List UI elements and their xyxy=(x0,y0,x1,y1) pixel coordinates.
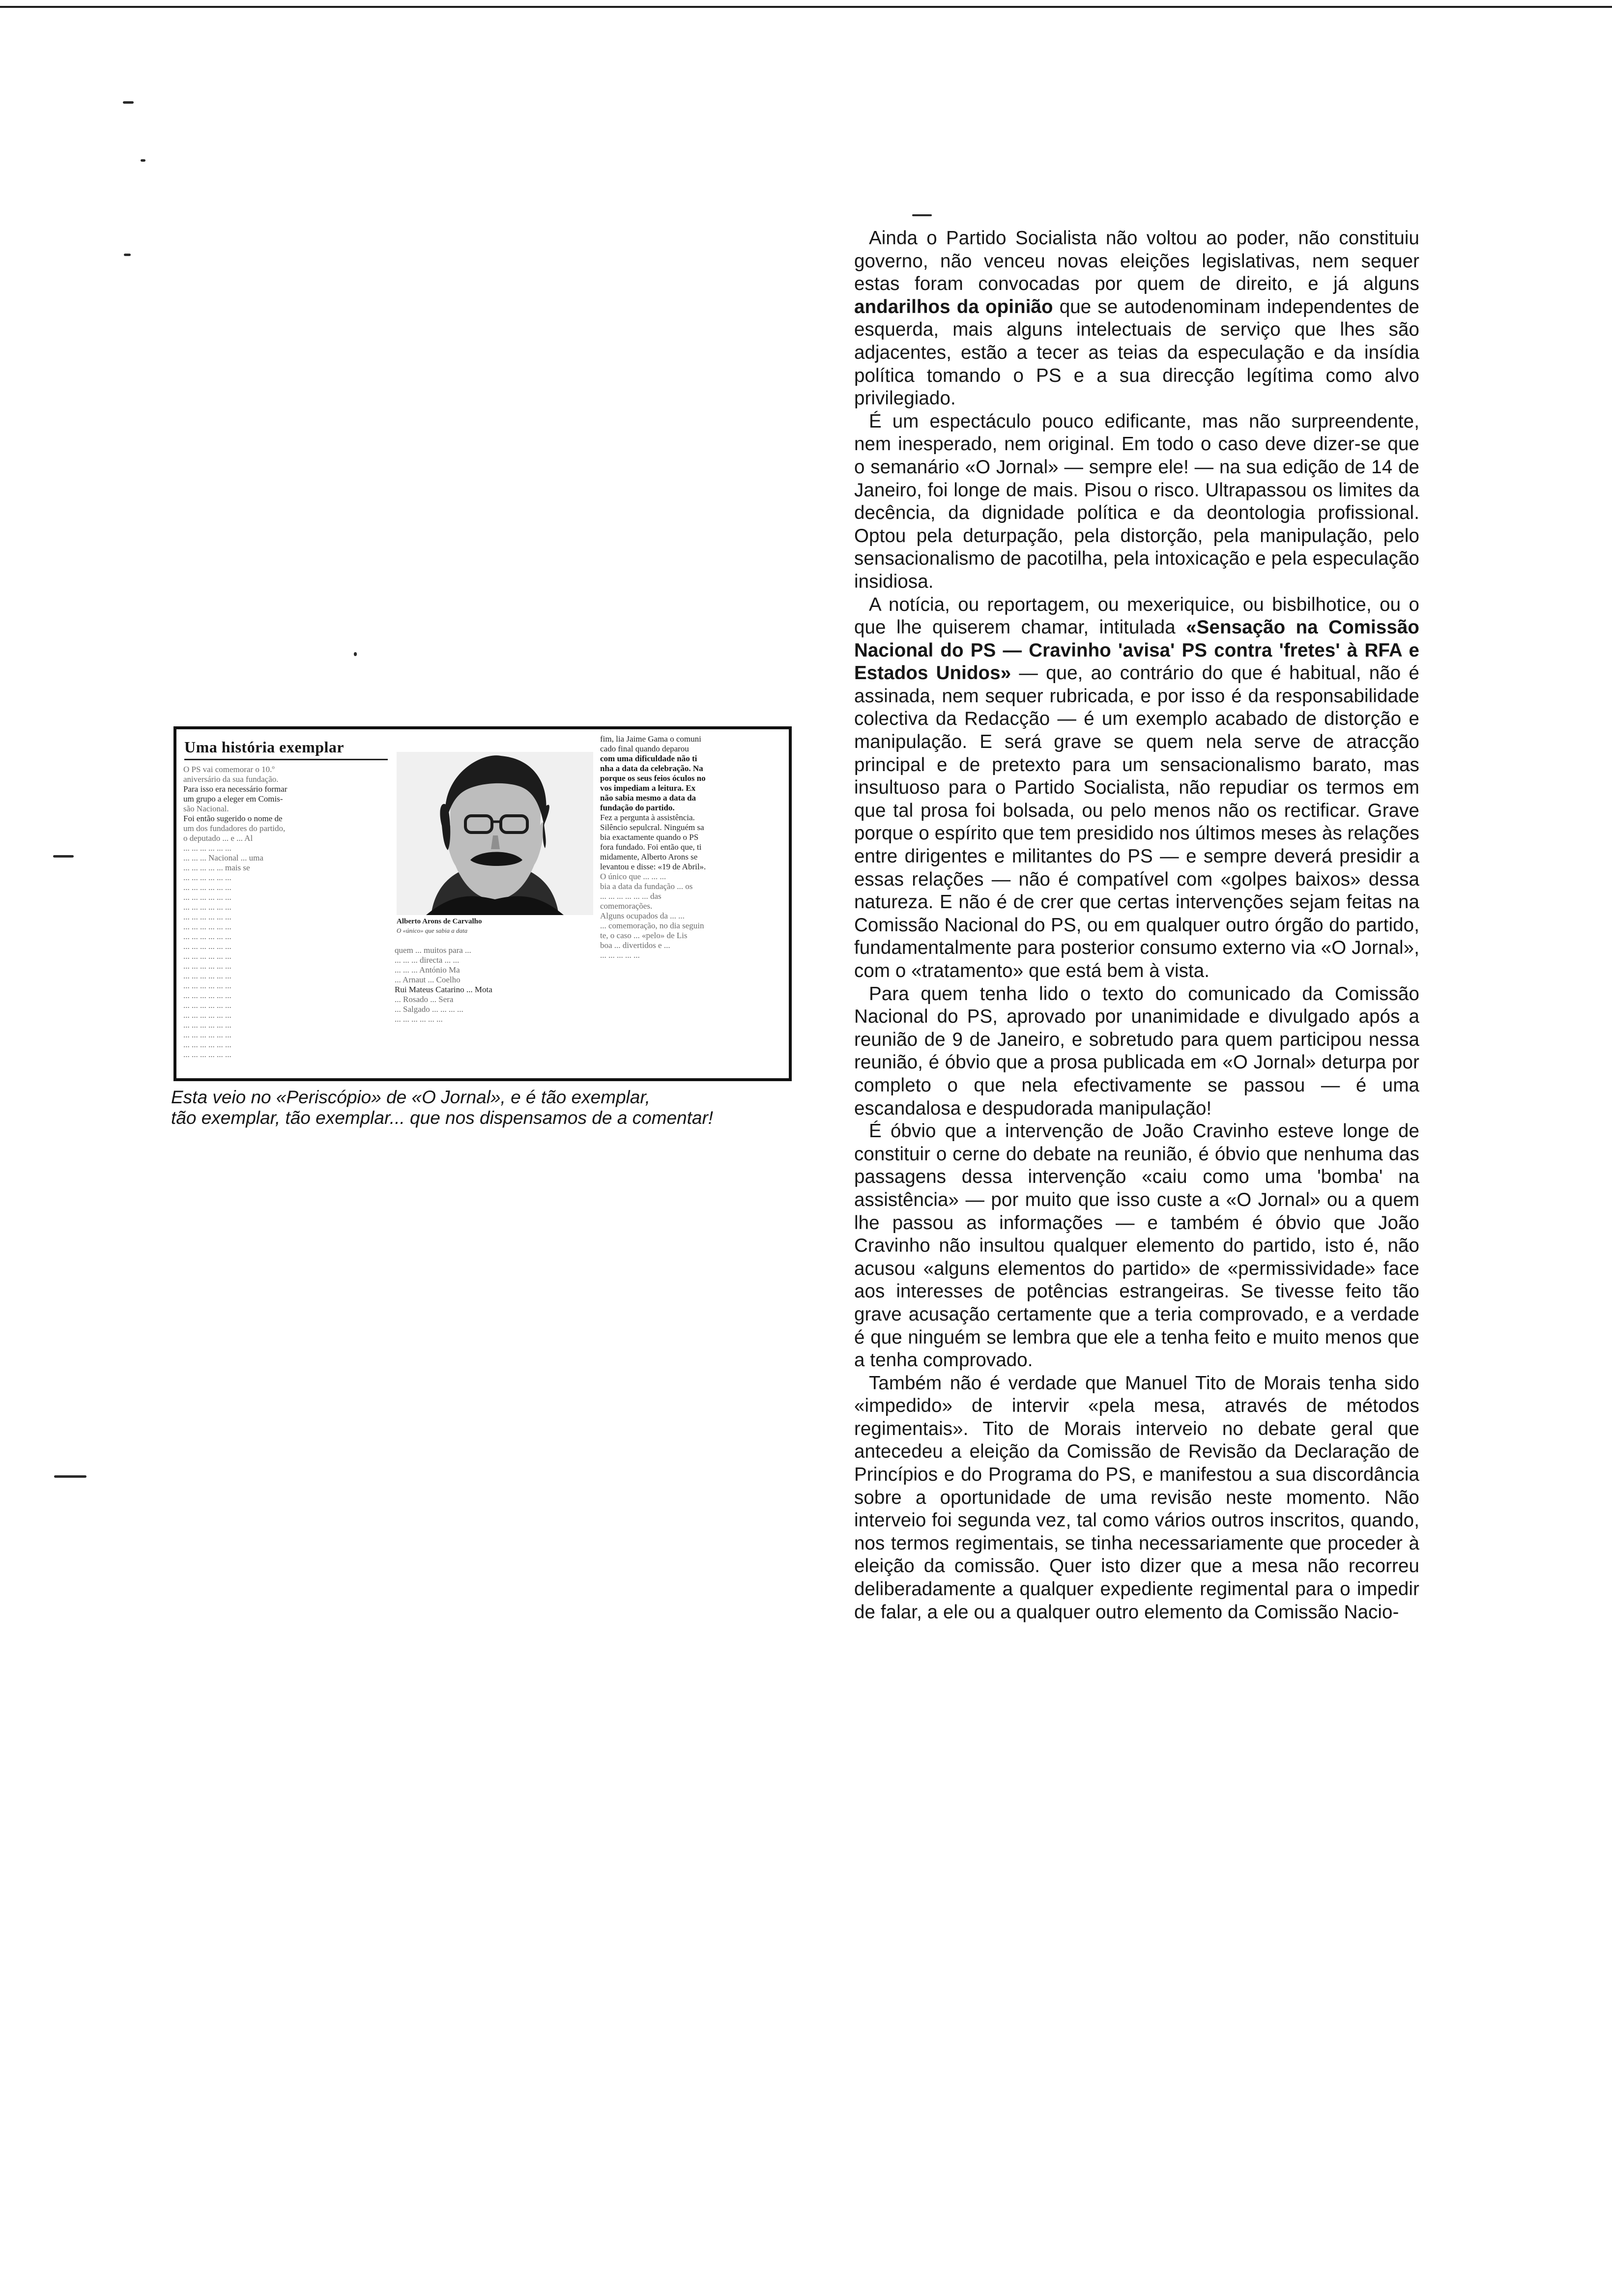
clipping-line: te, o caso ... «pelo» de Lis xyxy=(600,931,688,940)
clipping-line: fundação do partido. xyxy=(600,803,675,812)
clipping-line: ... comemoração, no dia seguin xyxy=(600,921,704,930)
clipping-line: são Nacional. xyxy=(183,804,229,813)
scan-speck xyxy=(54,1475,86,1478)
article-paragraph xyxy=(854,594,1419,983)
clipping-line: O PS vai comemorar o 10.º xyxy=(183,765,275,774)
clipping-line: Alguns ocupados da ... ... xyxy=(600,911,685,920)
article-paragraph xyxy=(854,410,1419,594)
article-paragraph xyxy=(854,1120,1419,1372)
clipping-line: comemorações. xyxy=(600,901,653,911)
clipping-line: ... ... ... ... ... ... xyxy=(183,1020,231,1030)
clipping-line: vos impediam a leitura. Ex xyxy=(600,783,696,793)
clipping-line: Rui Mateus Catarino ... Mota xyxy=(395,985,492,994)
clipping-line: ... ... ... Nacional ... uma xyxy=(183,853,263,862)
footnote-line: Esta veio no «Periscópio» de «O Jornal», e é tão exemplar, xyxy=(171,1087,650,1107)
clipping-column-right xyxy=(600,734,789,960)
scan-speck xyxy=(354,652,357,656)
article-paragraph xyxy=(854,1372,1419,1624)
clipping-line: um dos fundadores do partido, xyxy=(183,824,286,833)
clipping-line: levantou e disse: «19 de Abril». xyxy=(600,862,706,871)
clipping-line: fora fundado. Foi então que, ti xyxy=(600,842,702,852)
clipping-line: ... ... ... ... ... xyxy=(600,950,640,960)
text-run: Ainda o Partido Socialista não voltou ao poder, não constituiu governo, não venceu novas eleições legislativas, nem sequer estas foram convocadas por quem de direito, e já alguns xyxy=(854,228,1419,295)
clipping-line: ... ... ... ... ... ... xyxy=(183,1050,231,1059)
clipping-line: ... ... ... ... ... ... xyxy=(183,1040,231,1049)
clipping-line: Silêncio sepulcral. Ninguém sa xyxy=(600,823,704,832)
clipping-line: ... ... ... ... ... ... xyxy=(183,902,231,912)
newspaper-clipping xyxy=(173,726,792,1081)
clipping-line: ... ... ... ... ... ... das xyxy=(600,891,662,901)
clipping-line: ... ... ... ... ... ... xyxy=(183,942,231,951)
article-body xyxy=(854,227,1419,1624)
clipping-line: ... Arnaut ... Coelho xyxy=(395,975,461,984)
clipping-line: ... ... ... ... ... ... xyxy=(183,892,231,902)
footnote-line: tão exemplar, tão exemplar... que nos dispensamos de a comentar! xyxy=(171,1108,714,1128)
clipping-line: ... ... ... ... ... ... xyxy=(183,991,231,1000)
text-run: É óbvio que a intervenção de João Cravinho esteve longe de constituir o cerne do debate na reunião, é óbvio que nenhuma das passagens dessa intervenção «caiu como uma 'bomba' na assistência» — por muito que isso custe a «O Jornal» ou a quem lhe passou as informações — e também é óbvio que João Cravinho não insultou qualquer elemento do partido, isto é, não acusou «alguns elementos do partido» de «permissividade» face aos interesses de potências estrangeiras. Se tivesse feito tão grave acusação certamente que a teria comprovado, e a verdade é que ninguém se lembra que ele a tenha feito e muito menos que a tenha comprovado. xyxy=(854,1120,1419,1371)
clipping-line: bia a data da fundação ... os xyxy=(600,882,693,891)
clipping-line: porque os seus feios óculos no xyxy=(600,774,706,783)
clipping-line: aniversário da sua fundação. xyxy=(183,775,279,784)
clipping-line: ... ... ... ... ... mais se xyxy=(183,863,250,872)
clipping-line: ... ... ... directa ... ... xyxy=(395,955,460,965)
photo-subcaption: O «único» que sabia a data xyxy=(397,927,468,934)
clipping-line: ... ... ... ... ... ... xyxy=(183,1010,231,1020)
article-paragraph xyxy=(854,983,1419,1120)
clipping-line: ... ... ... António Ma xyxy=(395,965,460,975)
photo-caption: Alberto Arons de Carvalho xyxy=(397,918,482,925)
clipping-line: ... ... ... ... ... ... xyxy=(183,843,231,853)
clipping-line: um grupo a eleger em Comis- xyxy=(183,794,283,804)
clipping-line: ... ... ... ... ... ... xyxy=(183,1030,231,1039)
clipping-line: ... ... ... ... ... ... xyxy=(183,873,231,882)
clipping-line: ... Rosado ... Sera xyxy=(395,995,454,1004)
text-run: Para quem tenha lido o texto do comunicado da Comissão Nacional do PS, aprovado por unanimidade e divulgado após a reunião de 9 de Janeiro, e sobretudo para quem participou nessa reunião, é óbvio que a prosa publicada em «O Jornal» deturpa por completo o que nela efectivamente se passou — é uma escandalosa e despudorada manipulação! xyxy=(854,983,1419,1119)
clipping-line: Fez a pergunta à assistência. xyxy=(600,813,695,822)
clipping-column-middle xyxy=(395,946,591,1024)
clipping-line: ... ... ... ... ... ... xyxy=(183,883,231,892)
clipping-title-rule xyxy=(184,759,388,760)
clipping-line: com uma dificuldade não ti xyxy=(600,754,697,763)
clipping-line: quem ... muitos para ... xyxy=(395,946,471,955)
bold-text-run: andarilhos da opinião xyxy=(854,296,1053,317)
scan-speck xyxy=(912,214,932,216)
clipping-line: bia exactamente quando o PS xyxy=(600,832,699,842)
text-run: que se autodenominam independentes de esquerda, mais alguns intelectuais de serviço que lhes são adjacentes, estão a tecer as teias da especulação e da insídia política tomando o PS e a sua direcção legítima como alvo privilegiado. xyxy=(854,296,1419,409)
scan-speck xyxy=(141,159,145,162)
scan-speck xyxy=(123,101,134,104)
top-border-rule xyxy=(0,6,1612,8)
text-run: A notícia, ou reportagem, ou mexeriquice, ou bisbilhotice, ou o que lhe quiserem chamar, intitulada xyxy=(854,594,1419,638)
clipping-line: fim, lia Jaime Gama o comuni xyxy=(600,734,701,744)
clipping-line: ... Salgado ... ... ... ... xyxy=(395,1004,463,1014)
clipping-column-left xyxy=(183,765,390,1060)
clipping-line: não sabia mesmo a data da xyxy=(600,793,696,803)
article-paragraph xyxy=(854,227,1419,410)
clipping-line: ... ... ... ... ... ... xyxy=(395,1014,443,1024)
clipping-line: ... ... ... ... ... ... xyxy=(183,961,231,971)
clipping-line: Foi então sugerido o nome de xyxy=(183,814,283,823)
clipping-line: O único que ... ... ... xyxy=(600,872,666,881)
scan-speck xyxy=(124,254,131,256)
text-run: — que, ao contrário do que é habitual, não é assinada, nem sequer rubricada, e por isso é da responsabilidade colectiva da Redacção — é um exemplo acabado de distorção e manipulação. E será grave se quem nela serve de atracção principal e de pretexto para um sensacionalismo barato, mas insultuoso para o Partido Socialista, não repudiar os termos em que tal prosa foi bolsada, ou pelo menos não os rectificar. Grave porque o espírito que tem presidido nos últimos meses às relações entre dirigentes e militantes do PS — e sempre deverá presidir a essas relações — não é compatível com «golpes baixos» dessa natureza. E não é de crer que certas intervenções sejam feitas na Comissão Nacional do PS, ou em qualquer outro órgão do partido, fundamentalmente para posterior consumo externo via «O Jornal», com o «tratamento» que está bem à vista. xyxy=(854,662,1419,981)
clipping-line: ... ... ... ... ... ... xyxy=(183,981,231,990)
clipping-footnote xyxy=(171,1087,810,1128)
text-run: É um espectáculo pouco edificante, mas não surpreendente, nem inesperado, nem original. Em todo o caso deve dizer-se que o semanário «O Jornal» — sempre ele! — na sua edição de 14 de Janeiro, foi longe de mais. Pisou o risco. Ultrapassou os limites da decência, da dignidade política e da deontologia profissional. Optou pela deturpação, pela distorção, pela manipulação, pelo sensacionalismo de pacotilha, pela intoxicação e pela especulação insidiosa. xyxy=(854,410,1419,592)
clipping-line: ... ... ... ... ... ... xyxy=(183,922,231,931)
scan-speck xyxy=(53,855,74,858)
clipping-line: cado final quando deparou xyxy=(600,744,689,753)
bold-text-run: «Sensação na Comissão Nacional do PS — Cravinho 'avisa' PS contra 'fretes' à RFA e Estados Unidos» xyxy=(854,617,1419,684)
clipping-line: Para isso era necessário formar xyxy=(183,784,288,794)
clipping-line: ... ... ... ... ... ... xyxy=(183,951,231,961)
portrait-photo xyxy=(397,752,593,915)
clipping-title: Uma história exemplar xyxy=(184,738,345,756)
clipping-line: boa ... divertidos e ... xyxy=(600,941,670,950)
clipping-line: o deputado ... e ... Al xyxy=(183,833,253,843)
clipping-line: ... ... ... ... ... ... xyxy=(183,971,231,980)
clipping-line: ... ... ... ... ... ... xyxy=(183,912,231,921)
text-run: Também não é verdade que Manuel Tito de Morais tenha sido «impedido» de intervir «pela mesa, através de métodos regimentais». Tito de Morais interveio no debate geral que antecedeu a eleição da Comissão de Revisão da Declaração de Princípios e do Programa do PS, e manifestou a sua discordância sobre a oportunidade de uma revisão neste momento. Não interveio foi segunda vez, tal como vários outros inscritos, quando, nos termos regimentais, se tinha necessariamente que proceder à eleição da comissão. Quer isto dizer que a mesa não recorreu deliberadamente a qualquer expediente regimental para o impedir de falar, a ele ou a qualquer outro elemento da Comissão Nacio- xyxy=(854,1372,1419,1623)
clipping-line: nha a data da celebração. Na xyxy=(600,764,703,773)
clipping-line: ... ... ... ... ... ... xyxy=(183,932,231,941)
clipping-line: midamente, Alberto Arons se xyxy=(600,852,698,861)
clipping-line: ... ... ... ... ... ... xyxy=(183,1001,231,1010)
